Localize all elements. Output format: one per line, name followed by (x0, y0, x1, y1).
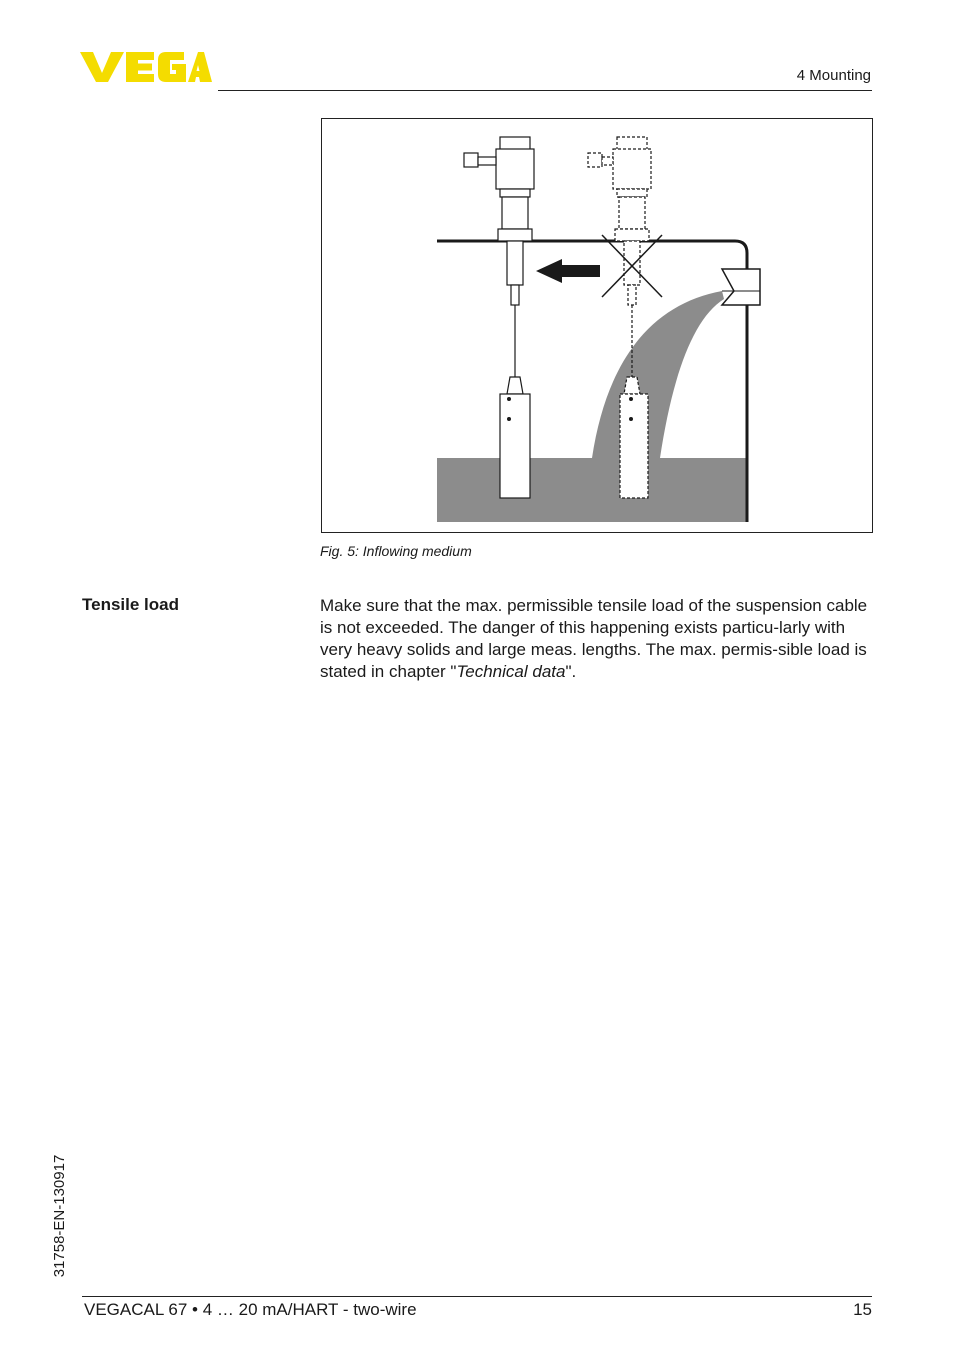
medium-fill (437, 458, 747, 522)
section-title: 4 Mounting (796, 67, 871, 84)
header-rule (218, 90, 872, 91)
paragraph-text: Make sure that the max. permissible tensile load of the suspension cable is not exceeded. The danger of this happening exists particu-larly with very heavy solids and large meas. lengths. The max. permis-sible load is stated in chapter " (320, 596, 868, 681)
figure-diagram (322, 119, 873, 533)
footer-rule (82, 1296, 872, 1297)
document-id: 31758-EN-130917 (51, 1154, 68, 1278)
side-label: Tensile load (82, 595, 179, 614)
probe-correct (464, 137, 534, 498)
inlet-pipe (722, 269, 760, 305)
paragraph-end: ". (565, 662, 577, 681)
vega-logo (80, 50, 212, 84)
chapter-reference: Technical data (456, 662, 566, 681)
body-paragraph (320, 595, 875, 683)
footer-title: VEGACAL 67 • 4 … 20 mA/HART - two-wire (84, 1300, 417, 1319)
inflow-stream (592, 291, 724, 458)
arrow-icon (536, 259, 600, 283)
figure-caption: Fig. 5: Inflowing medium (320, 543, 472, 559)
page-number: 15 (853, 1300, 872, 1319)
figure-inflowing-medium (321, 118, 873, 533)
